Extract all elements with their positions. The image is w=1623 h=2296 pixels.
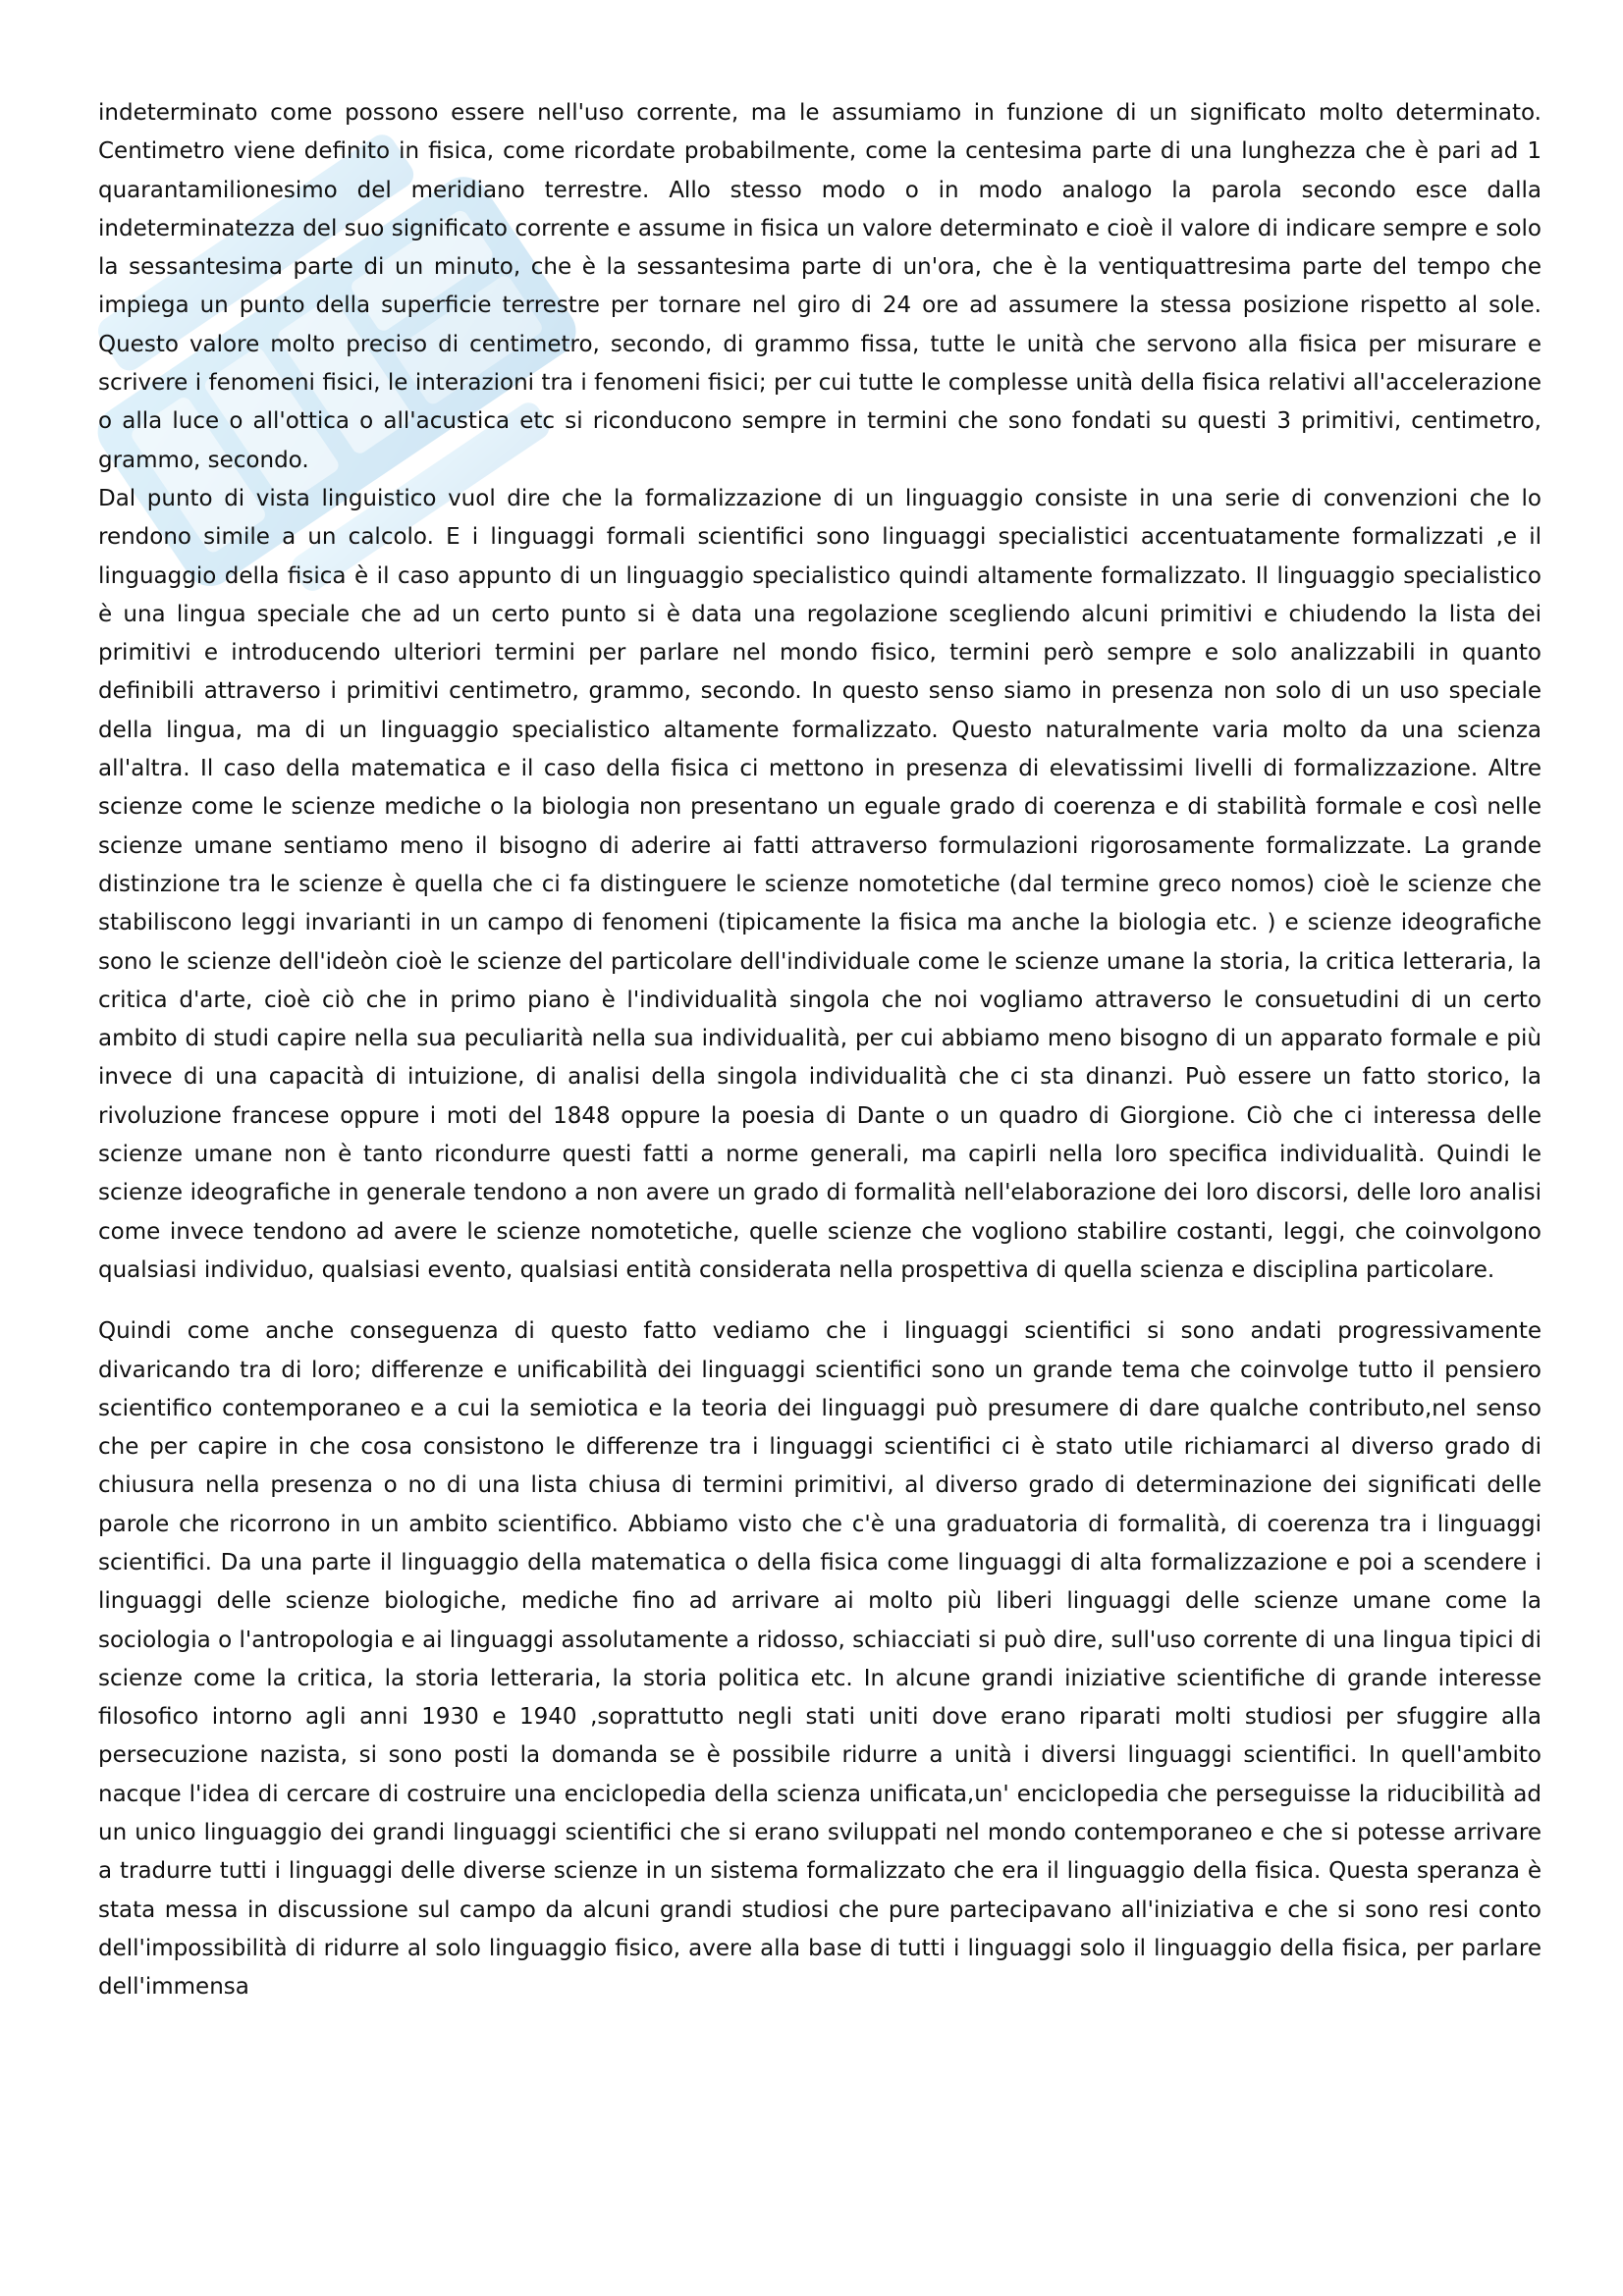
paragraph-3: Quindi come anche conseguenza di questo fatto vediamo che i linguaggi scientifici si sono andati progressivamente divaricando tra di loro; differenze e unificabilità dei linguaggi scientifici sono un grande tema che coinvolge tutto il pensiero scientifico contemporaneo e a cui la semiotica e la teoria dei linguaggi può presumere di dare qualche contributo,nel senso che per capire in che cosa consistono le differenze tra i linguaggi scientifici ci è stato utile richiamarci al diverso grado di chiusura nella presenza o no di una lista chiusa di termini primitivi, al diverso grado di determinazione dei significati delle parole che ricorrono in un ambito scientifico. Abbiamo visto che c'è una graduatoria di formalità, di coerenza tra i linguaggi scientifici. Da una parte il linguaggio della matematica o della fisica come linguaggi di alta formalizzazione e poi a scendere i linguaggi delle scienze biologiche, mediche fino ad arrivare ai molto più liberi linguaggi delle scienze umane come la sociologia o l'antropologia e ai linguaggi assolutamente a ridosso, schiacciati si può dire, sull'uso corrente di una lingua tipici di scienze come la critica, la storia letteraria, la storia politica etc. In alcune grandi iniziative scientifiche di grande interesse filosofico intorno agli anni 1930 e 1940 ,soprattutto negli stati uniti dove erano riparati molti studiosi per sfuggire alla persecuzione nazista, si sono posti la domanda se è possibile ridurre a unità i diversi linguaggi scientifici. In quell'ambito nacque l'idea di cercare di costruire una enciclopedia della scienza unificata,un' enciclopedia che perseguisse la riducibilità ad un unico linguaggio dei grandi linguaggi scientifici che si erano sviluppati nel mondo contemporaneo e che si potesse arrivare a tradurre tutti i linguaggi delle diverse scienze in un sistema formalizzato che era il linguaggio della fisica. Questa speranza è stata messa in discussione sul campo da alcuni grandi studiosi che pure partecipavano all'iniziativa e che si sono resi conto dell'impossibilità di ridurre al solo linguaggio fisico, avere alla base di tutti i linguaggi solo il linguaggio della fisica, per parlare dell'immensa: [98, 1318, 1542, 2001]
paragraph-1: indeterminato come possono essere nell'uso corrente, ma le assumiamo in funzione di un significato molto determinato. Centimetro viene definito in fisica, come ricordate probabilmente, come la centesima parte di una lunghezza che è pari ad 1 quarantamilionesimo del meridiano terrestre. Allo stesso modo o in modo analogo la parola secondo esce dalla indeterminatezza del suo significato corrente e assume in fisica un valore determinato e cioè il valore di indicare sempre e solo la sessantesima parte di un minuto, che è la sessantesima parte di un'ora, che è la ventiquattresima parte del tempo che impiega un punto della superficie terrestre per tornare nel giro di 24 ore ad assumere la stessa posizione rispetto al sole. Questo valore molto preciso di centimetro, secondo, di grammo fissa, tutte le unità che servono alla fisica per misurare e scrivere i fenomeni fisici, le interazioni tra i fenomeni fisici; per cui tutte le complesse unità della fisica relativi all'accelerazione o alla luce o all'ottica o all'acustica etc si riconducono sempre in termini che sono fondati su questi 3 primitivi, centimetro, grammo, secondo.: [98, 100, 1542, 473]
document-body: [98, 94, 1542, 2007]
paragraph-2: Dal punto di vista linguistico vuol dire che la formalizzazione di un linguaggio consiste in una serie di convenzioni che lo rendono simile a un calcolo. E i linguaggi formali scientifici sono linguaggi specialistici accentuatamente formalizzati ,e il linguaggio della fisica è il caso appunto di un linguaggio specialistico quindi altamente formalizzato. Il linguaggio specialistico è una lingua speciale che ad un certo punto si è data una regolazione scegliendo alcuni primitivi e chiudendo la lista dei primitivi e introducendo ulteriori termini per parlare nel mondo fisico, termini però sempre e solo analizzabili in quanto definibili attraverso i primitivi centimetro, grammo, secondo. In questo senso siamo in presenza non solo di un uso speciale della lingua, ma di un linguaggio specialistico altamente formalizzato. Questo naturalmente varia molto da una scienza all'altra. Il caso della matematica e il caso della fisica ci mettono in presenza di elevatissimi livelli di formalizzazione. Altre scienze come le scienze mediche o la biologia non presentano un eguale grado di coerenza e di stabilità formale e così nelle scienze umane sentiamo meno il bisogno di aderire ai fatti attraverso formulazioni rigorosamente formalizzate. La grande distinzione tra le scienze è quella che ci fa distinguere le scienze nomotetiche (dal termine greco nomos) cioè le scienze che stabiliscono leggi invarianti in un campo di fenomeni (tipicamente la fisica ma anche la biologia etc. ) e scienze ideografiche sono le scienze dell'ideòn cioè le scienze del particolare dell'individuale come le scienze umane la storia, la critica letteraria, la critica d'arte, cioè ciò che in primo piano è l'individualità singola che noi vogliamo attraverso le consuetudini di un certo ambito di studi capire nella sua peculiarità nella sua individualità, per cui abbiamo meno bisogno di un apparato formale e più invece di una capacità di intuizione, di analisi della singola individualità che ci sta dinanzi. Può essere un fatto storico, la rivoluzione francese oppure i moti del 1848 oppure la poesia di Dante o un quadro di Giorgione. Ciò che ci interessa delle scienze umane non è tanto ricondurre questi fatti a norme generali, ma capirli nella loro specifica individualità. Quindi le scienze ideografiche in generale tendono a non avere un grado di formalità nell'elaborazione dei loro discorsi, delle loro analisi come invece tendono ad avere le scienze nomotetiche, quelle scienze che vogliono stabilire costanti, leggi, che coinvolgono qualsiasi individuo, qualsiasi evento, qualsiasi entità considerata nella prospettiva di quella scienza e disciplina particolare.: [98, 485, 1542, 1283]
